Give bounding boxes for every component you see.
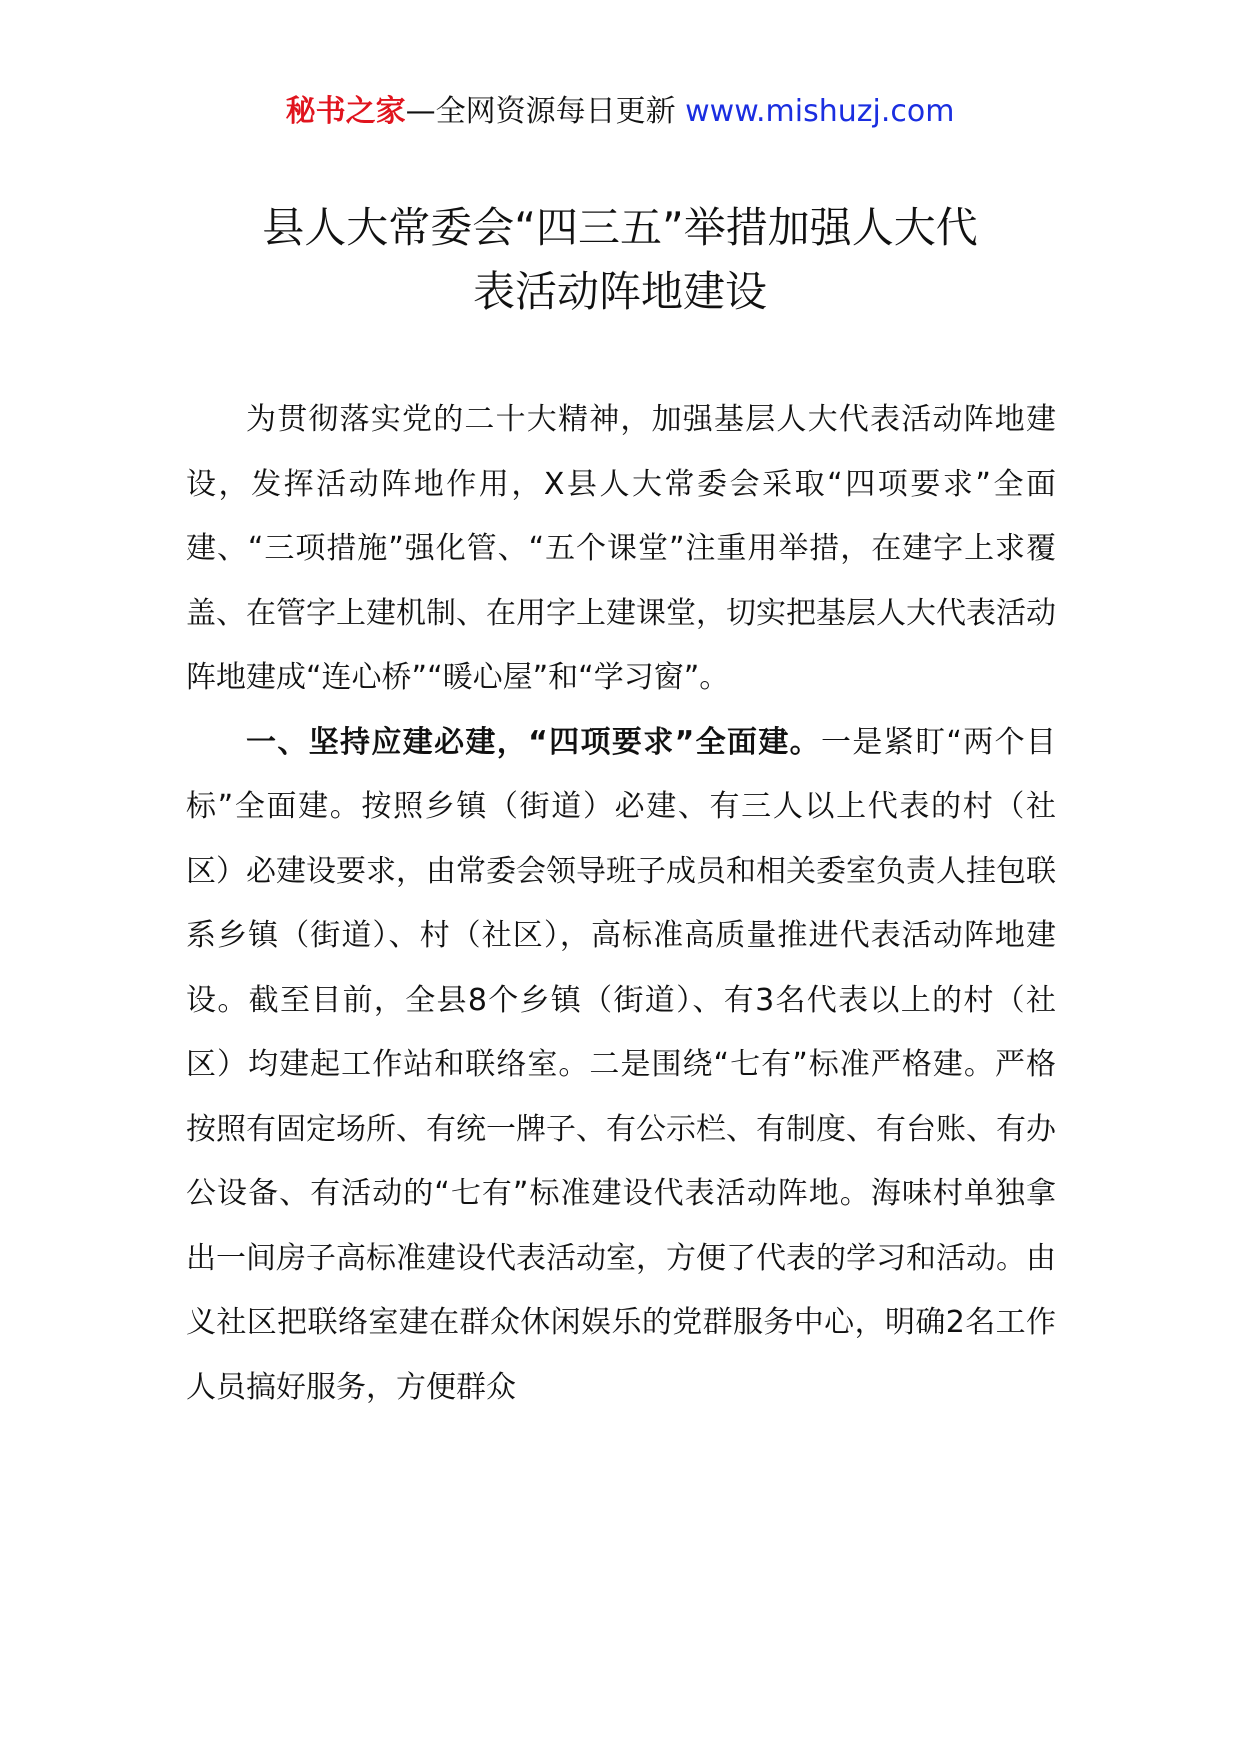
title-line-2: 表活动阵地建设 [472,267,767,316]
header-slogan: —全网资源每日更新 [405,94,686,129]
document-body [186,388,1056,1420]
document-title [170,196,1070,324]
section-one-paragraph [186,711,1056,1421]
title-line-1: 县人大常委会“四三五”举措加强人大代 [262,203,978,252]
brand-name: 秘书之家 [285,94,406,129]
site-header [0,92,1240,132]
section-heading: 一、坚持应建必建，“四项要求”全面建。 [246,724,822,760]
intro-paragraph [186,388,1056,711]
paragraph-text: 一是紧盯“两个目标”全面建。按照乡镇（街道）必建、有三人以上代表的村（社区）必建设要求，由常委会领导班子成员和相关委室负责人挂包联系乡镇（街道）、村（社区），高标准高质量推进代表活动阵地建设。截至目前，全县8个乡镇（街道）、有3名代表以上的村（社区）均建起工作站和联络室。二是围绕“七有”标准严格建。严格按照有固定场所、有统一牌子、有公示栏、有制度、有台账、有办公设备、有活动的“七有”标准建设代表活动阵地。海味村单独拿出一间房子高标准建设代表活动室，方便了代表的学习和活动。由义社区把联络室建在群众休闲娱乐的党群服务中心，明确2名工作人员搞好服务，方便群众 [186,724,1057,1405]
website-link[interactable]: www.mishuzj.com [685,94,955,129]
paragraph-text: 为贯彻落实党的二十大精神，加强基层人大代表活动阵地建设，发挥活动阵地作用，X县人大常委会采取“四项要求”全面建、“三项措施”强化管、“五个课堂”注重用举措，在建字上求覆盖、在管字上建机制、在用字上建课堂，切实把基层人大代表活动阵地建成“连心桥”“暖心屋”和“学习窗”。 [186,402,1056,695]
